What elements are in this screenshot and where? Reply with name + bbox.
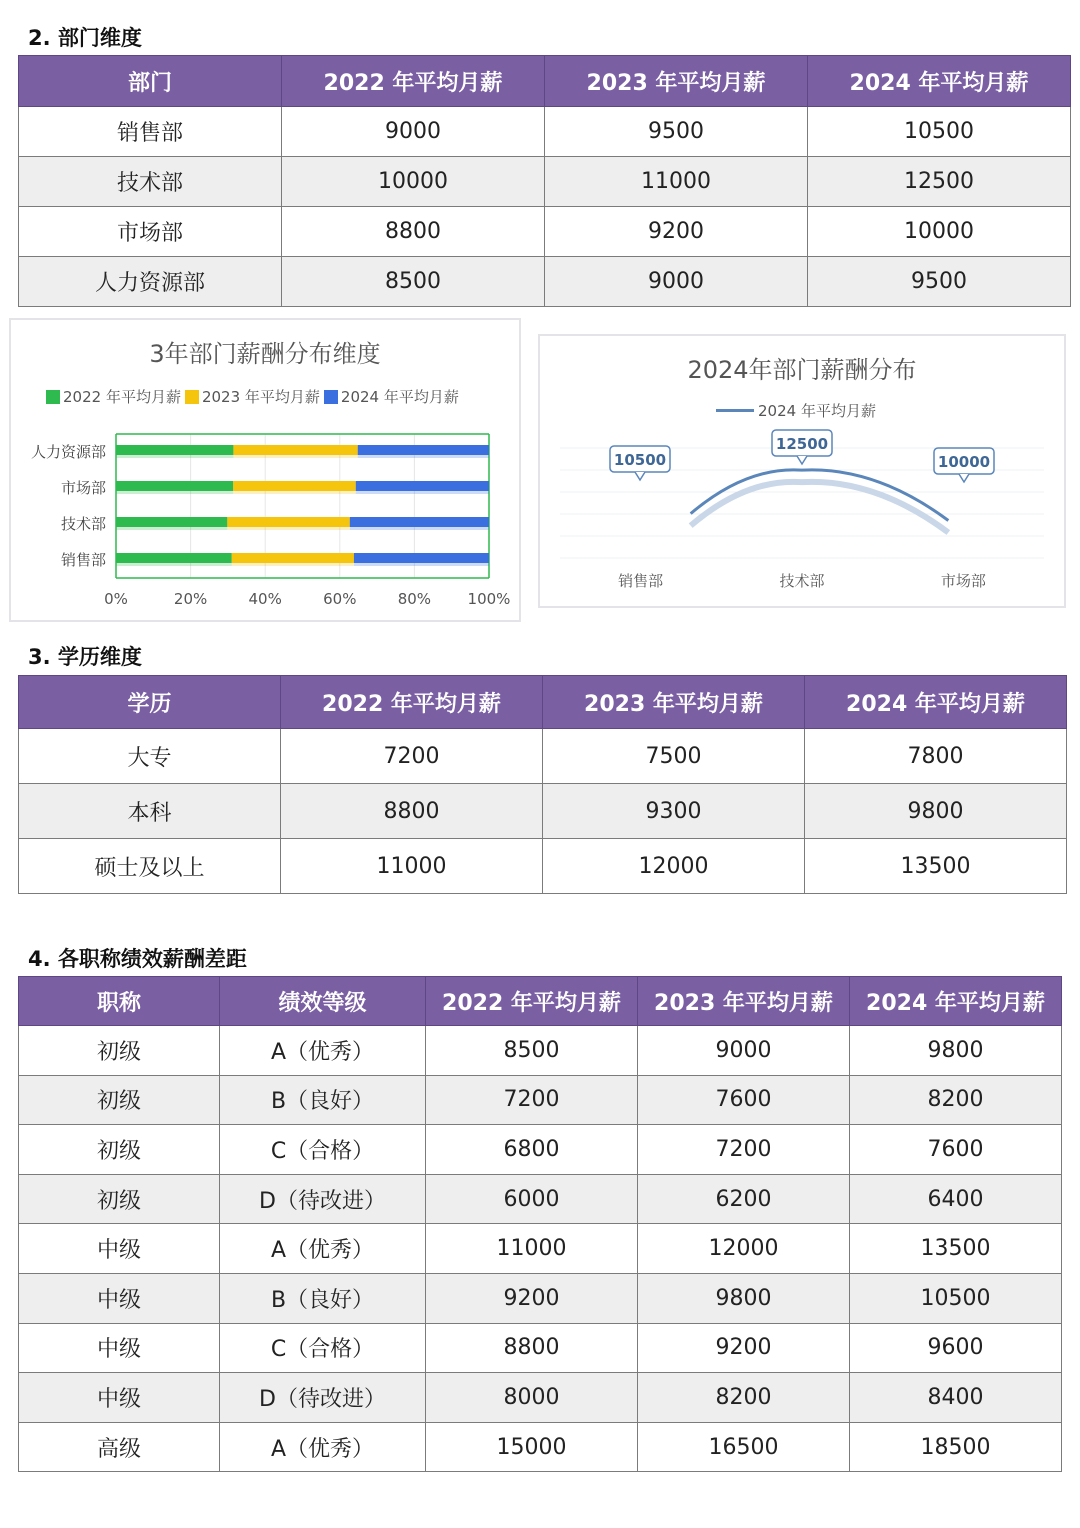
table-cell: 18500 (850, 1422, 1062, 1472)
header-2024: 2024 年平均月薪 (805, 676, 1067, 729)
table-cell: 市场部 (19, 207, 282, 257)
table-cell: 9200 (426, 1273, 638, 1323)
table-row (19, 1373, 1062, 1423)
table-cell: 16500 (638, 1422, 850, 1472)
table-cell: 初级 (19, 1174, 220, 1224)
title-performance-salary-table (18, 976, 1062, 1472)
table-row (19, 1026, 1062, 1076)
table-cell: 9200 (545, 207, 808, 257)
bar-segment (233, 445, 357, 455)
table-cell: 7500 (543, 729, 805, 784)
table-cell: 9500 (808, 257, 1071, 307)
table-cell: 7600 (638, 1075, 850, 1125)
table-cell: 大专 (19, 729, 281, 784)
table-cell: 硕士及以上 (19, 839, 281, 894)
x-tick-label: 0% (104, 590, 128, 608)
education-salary-table (18, 675, 1067, 894)
x-tick-label: 40% (248, 590, 282, 608)
header-2022: 2022 年平均月薪 (282, 56, 545, 107)
table-cell: 本科 (19, 784, 281, 839)
data-label (610, 446, 670, 480)
stacked-bar-chart-card (9, 318, 521, 622)
table-cell: 8200 (850, 1075, 1062, 1125)
x-tick-label: 80% (397, 590, 432, 608)
table-cell: 中级 (19, 1323, 220, 1373)
table-cell: 15000 (426, 1422, 638, 1472)
legend-label-2024: 2024 年平均月薪 (758, 402, 876, 420)
data-label-pointer (635, 472, 645, 480)
section-4-title: 4. 各职称绩效薪酬差距 (28, 947, 247, 971)
table-cell: 8500 (426, 1026, 638, 1076)
data-label (772, 430, 832, 464)
table-cell: D（待改进） (220, 1174, 426, 1224)
table-cell: A（优秀） (220, 1422, 426, 1472)
table-cell: 9000 (545, 257, 808, 307)
bar-segment (116, 517, 227, 527)
table-cell: 8000 (426, 1373, 638, 1423)
table-cell: 7600 (850, 1125, 1062, 1175)
table-cell: 8800 (426, 1323, 638, 1373)
table-cell: 初级 (19, 1125, 220, 1175)
table-cell: 13500 (805, 839, 1067, 894)
table-cell: 中级 (19, 1224, 220, 1274)
table-cell: 人力资源部 (19, 257, 282, 307)
chart-title: 3年部门薪酬分布维度 (149, 340, 381, 368)
series-line (691, 470, 949, 521)
bar-segment (350, 517, 489, 527)
x-category-label: 销售部 (618, 572, 664, 590)
header-2023: 2023 年平均月薪 (638, 977, 850, 1026)
table-row (19, 207, 1071, 257)
table-cell: 中级 (19, 1273, 220, 1323)
table-cell: 7200 (281, 729, 543, 784)
table-row (19, 157, 1071, 207)
header-2023: 2023 年平均月薪 (545, 56, 808, 107)
legend-label-2024: 2024 年平均月薪 (340, 388, 459, 406)
table-row (19, 1224, 1062, 1274)
bar-segment (116, 553, 232, 563)
bar-segment (356, 481, 489, 491)
table-cell: A（优秀） (220, 1224, 426, 1274)
table-cell: 11000 (545, 157, 808, 207)
table-cell: 6000 (426, 1174, 638, 1224)
table-cell: 9600 (850, 1323, 1062, 1373)
table-cell: 7200 (426, 1075, 638, 1125)
table-cell: B（良好） (220, 1273, 426, 1323)
table-cell: 8400 (850, 1373, 1062, 1423)
header-2023: 2023 年平均月薪 (543, 676, 805, 729)
data-label-text: 10000 (937, 453, 991, 471)
department-salary-table (18, 55, 1071, 307)
table-row (19, 1323, 1062, 1373)
table-cell: 高级 (19, 1422, 220, 1472)
table-cell: 10000 (282, 157, 545, 207)
table-cell: 6800 (426, 1125, 638, 1175)
section-3-title: 3. 学历维度 (28, 645, 142, 669)
table-cell: 初级 (19, 1075, 220, 1125)
x-tick-label: 20% (173, 590, 208, 608)
header-department: 部门 (19, 56, 282, 107)
table-cell: 销售部 (19, 107, 282, 157)
table-cell: 技术部 (19, 157, 282, 207)
table-cell: 9500 (545, 107, 808, 157)
y-category-label: 人力资源部 (30, 443, 106, 461)
table-row (19, 1075, 1062, 1125)
bar-segment (354, 553, 489, 563)
table-cell: 12500 (808, 157, 1071, 207)
table-cell: 7800 (805, 729, 1067, 784)
bar-segment (233, 481, 356, 491)
x-tick-label: 100% (467, 590, 511, 608)
table-cell: 12000 (543, 839, 805, 894)
table-cell: 9800 (805, 784, 1067, 839)
data-label-text: 12500 (775, 435, 829, 453)
table-cell: 8500 (282, 257, 545, 307)
table-cell: B（良好） (220, 1075, 426, 1125)
table-cell: D（待改进） (220, 1373, 426, 1423)
table-row (19, 1125, 1062, 1175)
table-cell: 6200 (638, 1174, 850, 1224)
bar-segment (116, 445, 233, 455)
table-cell: 6400 (850, 1174, 1062, 1224)
line-chart-card (538, 334, 1066, 608)
table-cell: 9000 (638, 1026, 850, 1076)
table-row (19, 784, 1067, 839)
table-cell: 中级 (19, 1373, 220, 1423)
table-cell: 9800 (850, 1026, 1062, 1076)
stacked-bar-plot (11, 320, 519, 620)
table-cell: 10000 (808, 207, 1071, 257)
y-category-label: 技术部 (60, 515, 106, 533)
y-category-label: 市场部 (60, 479, 106, 497)
x-category-label: 市场部 (940, 572, 986, 590)
header-education: 学历 (19, 676, 281, 729)
data-label-pointer (959, 474, 969, 482)
header-2022: 2022 年平均月薪 (281, 676, 543, 729)
table-cell: 7200 (638, 1125, 850, 1175)
table-row (19, 1273, 1062, 1323)
chart-title: 2024年部门薪酬分布 (687, 356, 917, 384)
table-cell: A（优秀） (220, 1026, 426, 1076)
bar-segment (227, 517, 349, 527)
table-cell: 9000 (282, 107, 545, 157)
bar-segment (232, 553, 354, 563)
header-2022: 2022 年平均月薪 (426, 977, 638, 1026)
x-tick-label: 60% (323, 590, 357, 608)
table-row (19, 1174, 1062, 1224)
header-title: 职称 (19, 977, 220, 1026)
bar-segment (358, 445, 489, 455)
table-cell: 10500 (808, 107, 1071, 157)
data-label (934, 448, 994, 482)
section-2-title: 2. 部门维度 (28, 26, 142, 50)
x-category-label: 技术部 (779, 572, 825, 590)
header-performance: 绩效等级 (220, 977, 426, 1026)
table-row (19, 107, 1071, 157)
table-row (19, 729, 1067, 784)
line-plot (540, 336, 1064, 606)
table-cell: 13500 (850, 1224, 1062, 1274)
line-shadow (691, 482, 949, 533)
table-cell: 11000 (426, 1224, 638, 1274)
table-cell: 8200 (638, 1373, 850, 1423)
table-row (19, 1422, 1062, 1472)
table-cell: 9300 (543, 784, 805, 839)
table-cell: 12000 (638, 1224, 850, 1274)
table-cell: C（合格） (220, 1323, 426, 1373)
table-row (19, 257, 1071, 307)
legend-label-2022: 2022 年平均月薪 (63, 388, 181, 406)
y-category-label: 销售部 (60, 551, 106, 569)
legend-label-2023: 2023 年平均月薪 (201, 388, 320, 406)
table-cell: 11000 (281, 839, 543, 894)
header-2024: 2024 年平均月薪 (850, 977, 1062, 1026)
data-label-pointer (797, 456, 807, 464)
table-cell: C（合格） (220, 1125, 426, 1175)
table-cell: 8800 (282, 207, 545, 257)
table-cell: 9200 (638, 1323, 850, 1373)
bar-segment (116, 481, 233, 491)
header-2024: 2024 年平均月薪 (808, 56, 1071, 107)
table-cell: 初级 (19, 1026, 220, 1076)
table-row (19, 839, 1067, 894)
table-cell: 8800 (281, 784, 543, 839)
table-cell: 10500 (850, 1273, 1062, 1323)
data-label-text: 10500 (613, 451, 667, 469)
table-cell: 9800 (638, 1273, 850, 1323)
